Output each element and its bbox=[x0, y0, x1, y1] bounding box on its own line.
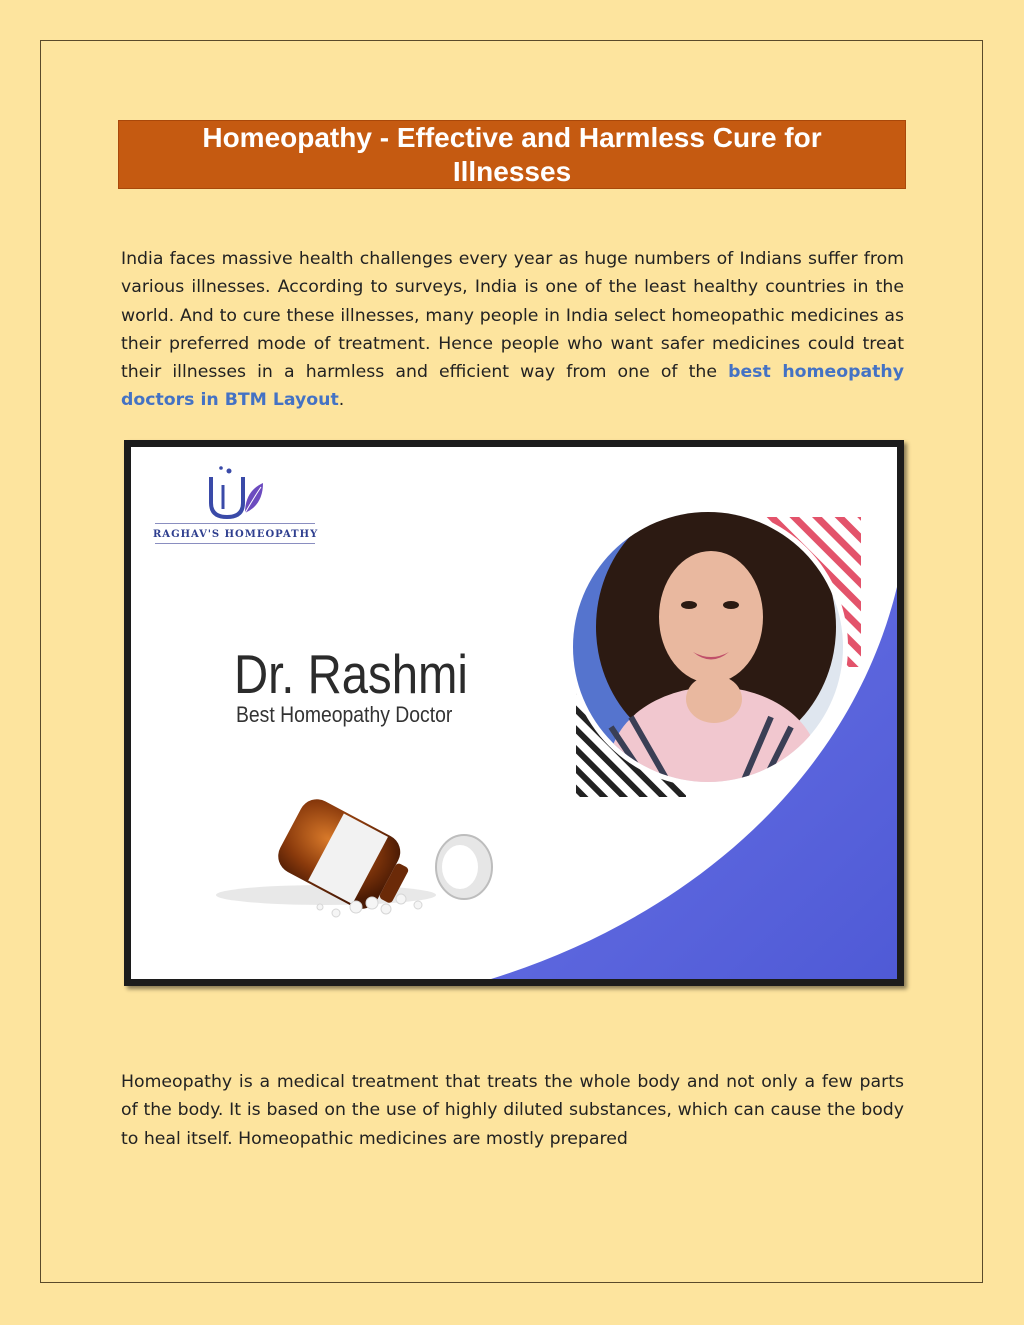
doctor-banner-image bbox=[124, 440, 904, 986]
intro-text-end: . bbox=[338, 390, 345, 411]
page-title: Homeopathy - Effective and Harmless Cure for Illnesses bbox=[202, 121, 822, 187]
medicine-bottle bbox=[216, 793, 492, 922]
intro-text: India faces massive health challenges every year as huge numbers of Indians suffer from various illnesses. According to surveys, India is one of the least healthy countries in the world. And to cure these illnesses, many people in India select homeopathic medicines as their preferred mode of treatment. Hence people who want safer medicines could treat their illnesses in a harmless and efficient way from one of the bbox=[121, 249, 904, 383]
intro-paragraph bbox=[121, 245, 904, 415]
doctor-title: Best Homeopathy Doctor bbox=[236, 702, 453, 727]
doctor-name: Dr. Rashmi bbox=[234, 643, 468, 705]
title-banner bbox=[118, 120, 906, 189]
homeopathy-paragraph: Homeopathy is a medical treatment that treats the whole body and not only a few parts of the body. It is based on the use of highly diluted substances, which can cause the body to heal itself. Homeopathic medicines are mostly prepared bbox=[121, 1072, 904, 1149]
raghavs-homeopathy-logo bbox=[211, 466, 263, 517]
btm-layout-doctor-link[interactable]: best homeopathy doctors in BTM Layout bbox=[121, 362, 904, 411]
logo-text: RAGHAV'S HOMEOPATHY bbox=[153, 529, 319, 540]
